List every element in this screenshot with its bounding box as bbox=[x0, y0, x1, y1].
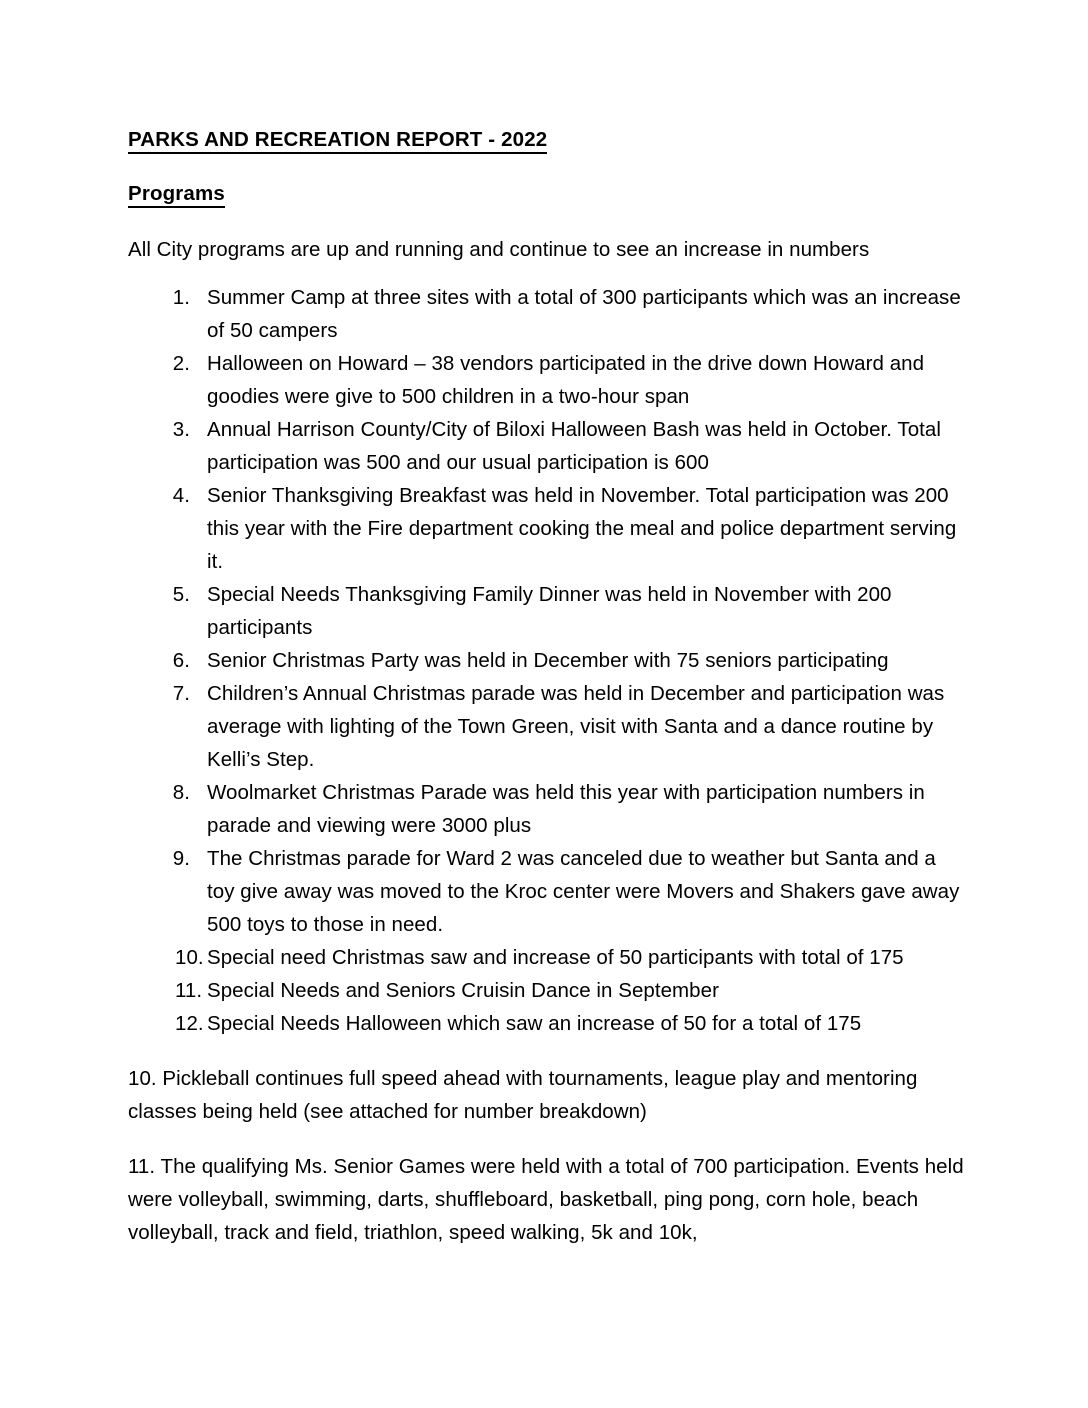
list-item bbox=[128, 776, 966, 842]
list-item-number: 5. bbox=[172, 583, 190, 606]
pickleball-paragraph: 10. Pickleball continues full speed ahead with tournaments, league play and mentoring classes being held (see attached for number breakdown) bbox=[128, 1067, 918, 1123]
page-title bbox=[128, 126, 966, 153]
list-item-number: 6. bbox=[172, 649, 190, 672]
list-item bbox=[128, 941, 966, 974]
list-item-text: Children’s Annual Christmas parade was held in December and participation was average with lighting of the Town Green, visit with Santa and a dance routine by Kelli’s Step. bbox=[207, 682, 945, 771]
list-item-number: 2. bbox=[172, 352, 190, 375]
list-item-text: Special Needs Halloween which saw an increase of 50 for a total of 175 bbox=[207, 1012, 862, 1035]
list-item-text: Special Needs Thanksgiving Family Dinner was held in November with 200 participants bbox=[207, 583, 892, 639]
list-item-number: 10. bbox=[175, 946, 204, 969]
list-item bbox=[128, 281, 966, 347]
list-item bbox=[128, 842, 966, 941]
list-item-number: 7. bbox=[172, 682, 190, 705]
list-item bbox=[128, 413, 966, 479]
intro-paragraph: All City programs are up and running and continue to see an increase in numbers bbox=[128, 238, 870, 261]
list-item-text: The Christmas parade for Ward 2 was canceled due to weather but Santa and a toy give away was moved to the Kroc center were Movers and Shakers gave away 500 toys to those in need. bbox=[207, 847, 960, 936]
senior-games-paragraph: 11. The qualifying Ms. Senior Games were held with a total of 700 participation. Events held were volleyball, swimming, darts, shuffleboard, basketball, ping pong, corn hole, beach volleyball, track and field, triathlon, speed walking, 5k and 10k, bbox=[128, 1155, 964, 1244]
list-item bbox=[128, 677, 966, 776]
list-item-text: Senior Christmas Party was held in December with 75 seniors participating bbox=[207, 649, 889, 672]
list-item-text: Senior Thanksgiving Breakfast was held in November. Total participation was 200 this year with the Fire department cooking the meal and police department serving it. bbox=[207, 484, 957, 573]
list-item-number: 4. bbox=[172, 484, 190, 507]
list-item bbox=[128, 479, 966, 578]
list-item-text: Special need Christmas saw and increase of 50 participants with total of 175 bbox=[207, 946, 904, 969]
list-item-text: Summer Camp at three sites with a total of 300 participants which was an increase of 50 campers bbox=[207, 286, 961, 342]
section-heading-text: Programs bbox=[128, 182, 225, 208]
list-item-number: 1. bbox=[172, 286, 190, 309]
list-item-number: 8. bbox=[172, 781, 190, 804]
list-item-number: 3. bbox=[172, 418, 190, 441]
section-heading-programs bbox=[128, 180, 966, 207]
list-item bbox=[128, 1007, 966, 1040]
list-item-number: 12. bbox=[175, 1012, 204, 1035]
list-item-text: Annual Harrison County/City of Biloxi Halloween Bash was held in October. Total participation was 500 and our usual participation is 600 bbox=[207, 418, 941, 474]
document-body bbox=[128, 126, 966, 1249]
list-item-text: Woolmarket Christmas Parade was held this year with participation numbers in parade and viewing were 3000 plus bbox=[207, 781, 925, 837]
list-item bbox=[128, 347, 966, 413]
list-item-text: Halloween on Howard – 38 vendors participated in the drive down Howard and goodies were give to 500 children in a two-hour span bbox=[207, 352, 925, 408]
programs-list bbox=[128, 281, 966, 1040]
page-title-text: PARKS AND RECREATION REPORT - 2022 bbox=[128, 128, 547, 154]
list-item bbox=[128, 644, 966, 677]
list-item-number: 11. bbox=[175, 979, 203, 1002]
list-item bbox=[128, 578, 966, 644]
list-item-text: Special Needs and Seniors Cruisin Dance in September bbox=[207, 979, 719, 1002]
list-item-number: 9. bbox=[172, 847, 190, 870]
list-item bbox=[128, 974, 966, 1007]
